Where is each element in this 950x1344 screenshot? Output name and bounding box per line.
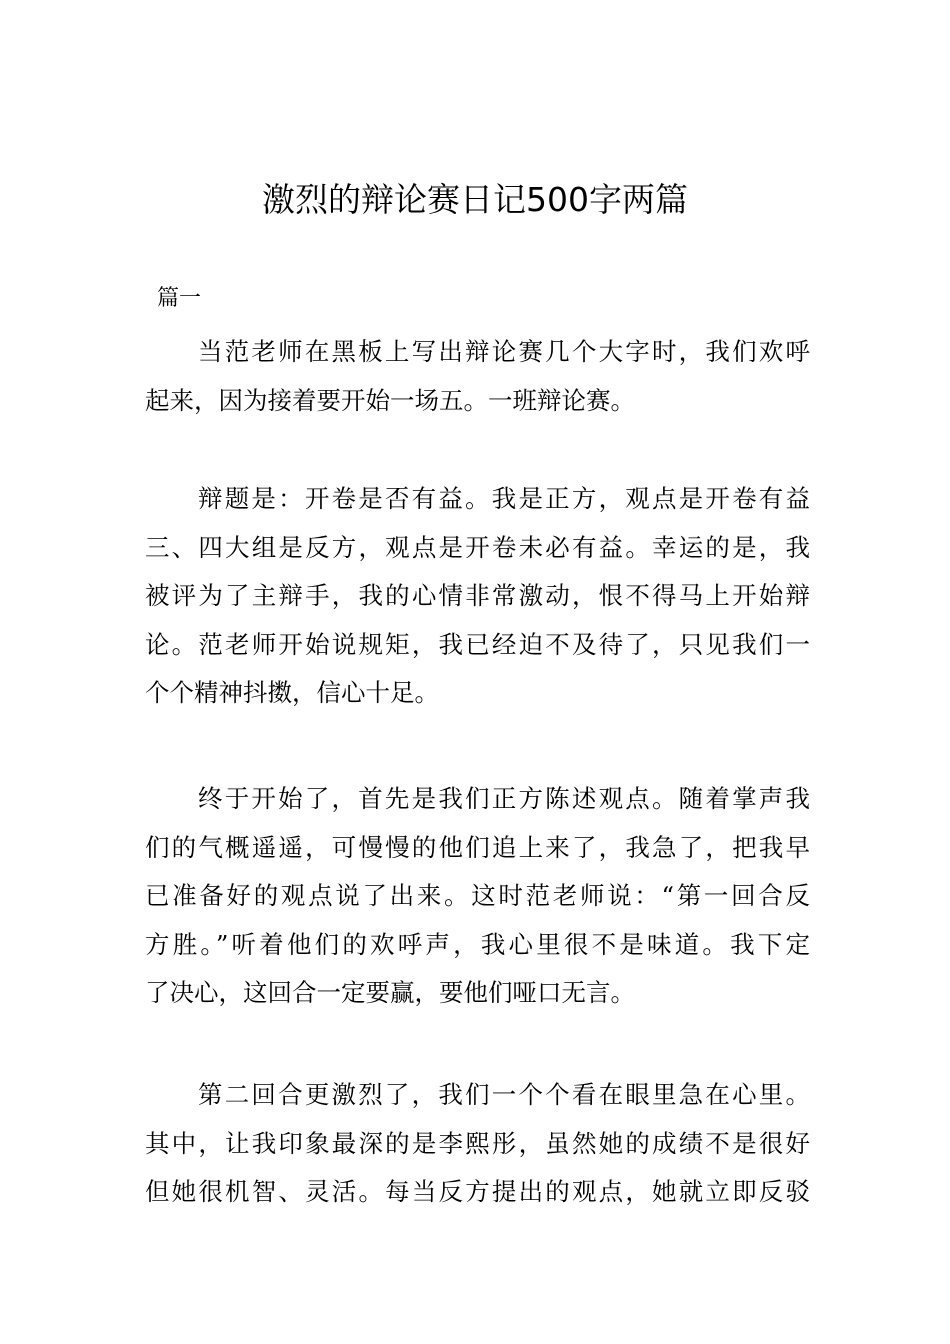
- paragraph-line: 当范老师在黑板上写出辩论赛几个大字时，我们欢呼: [198, 337, 810, 366]
- paragraph-line: 了决心，这回合一定要赢，要他们哑口无言。: [145, 978, 635, 1007]
- paragraph-4: [145, 1071, 810, 1217]
- paragraph-line: 已准备好的观点说了出来。这时范老师说：“第一回合反: [145, 881, 810, 910]
- paragraph-line: 方胜。”听着他们的欢呼声，我心里很不是味道。我下定: [145, 929, 810, 959]
- paragraph-3: [145, 775, 810, 1018]
- paragraph-1: [145, 328, 810, 425]
- paragraph-line: 第二回合更激烈了，我们一个个看在眼里急在心里。: [198, 1080, 810, 1109]
- paragraph-line: 们的气概遥遥，可慢慢的他们追上来了，我急了，把我早: [145, 832, 810, 862]
- document-title: 激烈的辩论赛日记500字两篇: [262, 180, 688, 219]
- paragraph-line: 三、四大组是反方，观点是开卷未必有益。幸运的是，我: [145, 532, 810, 562]
- paragraph-line: 但她很机智、灵活。每当反方提出的观点，她就立即反驳: [145, 1177, 810, 1206]
- paragraph-line: 辩题是：开卷是否有益。我是正方，观点是开卷有益: [198, 484, 810, 513]
- paragraph-line: 其中，让我印象最深的是李熙彤，虽然她的成绩不是很好: [145, 1128, 810, 1158]
- paragraph-2: [145, 475, 810, 718]
- paragraph-line: 个个精神抖擞，信心十足。: [145, 678, 439, 707]
- paragraph-line: 起来，因为接着要开始一场五。一班辩论赛。: [145, 385, 635, 415]
- paragraph-line: 被评为了主辩手，我的心情非常激动，恨不得马上开始辩: [145, 581, 810, 610]
- paragraph-line: 论。范老师开始说规矩，我已经迫不及待了，只见我们一: [145, 629, 810, 659]
- paragraph-line: 终于开始了，首先是我们正方陈述观点。随着掌声我: [198, 784, 810, 813]
- section-label: 篇一: [157, 286, 202, 311]
